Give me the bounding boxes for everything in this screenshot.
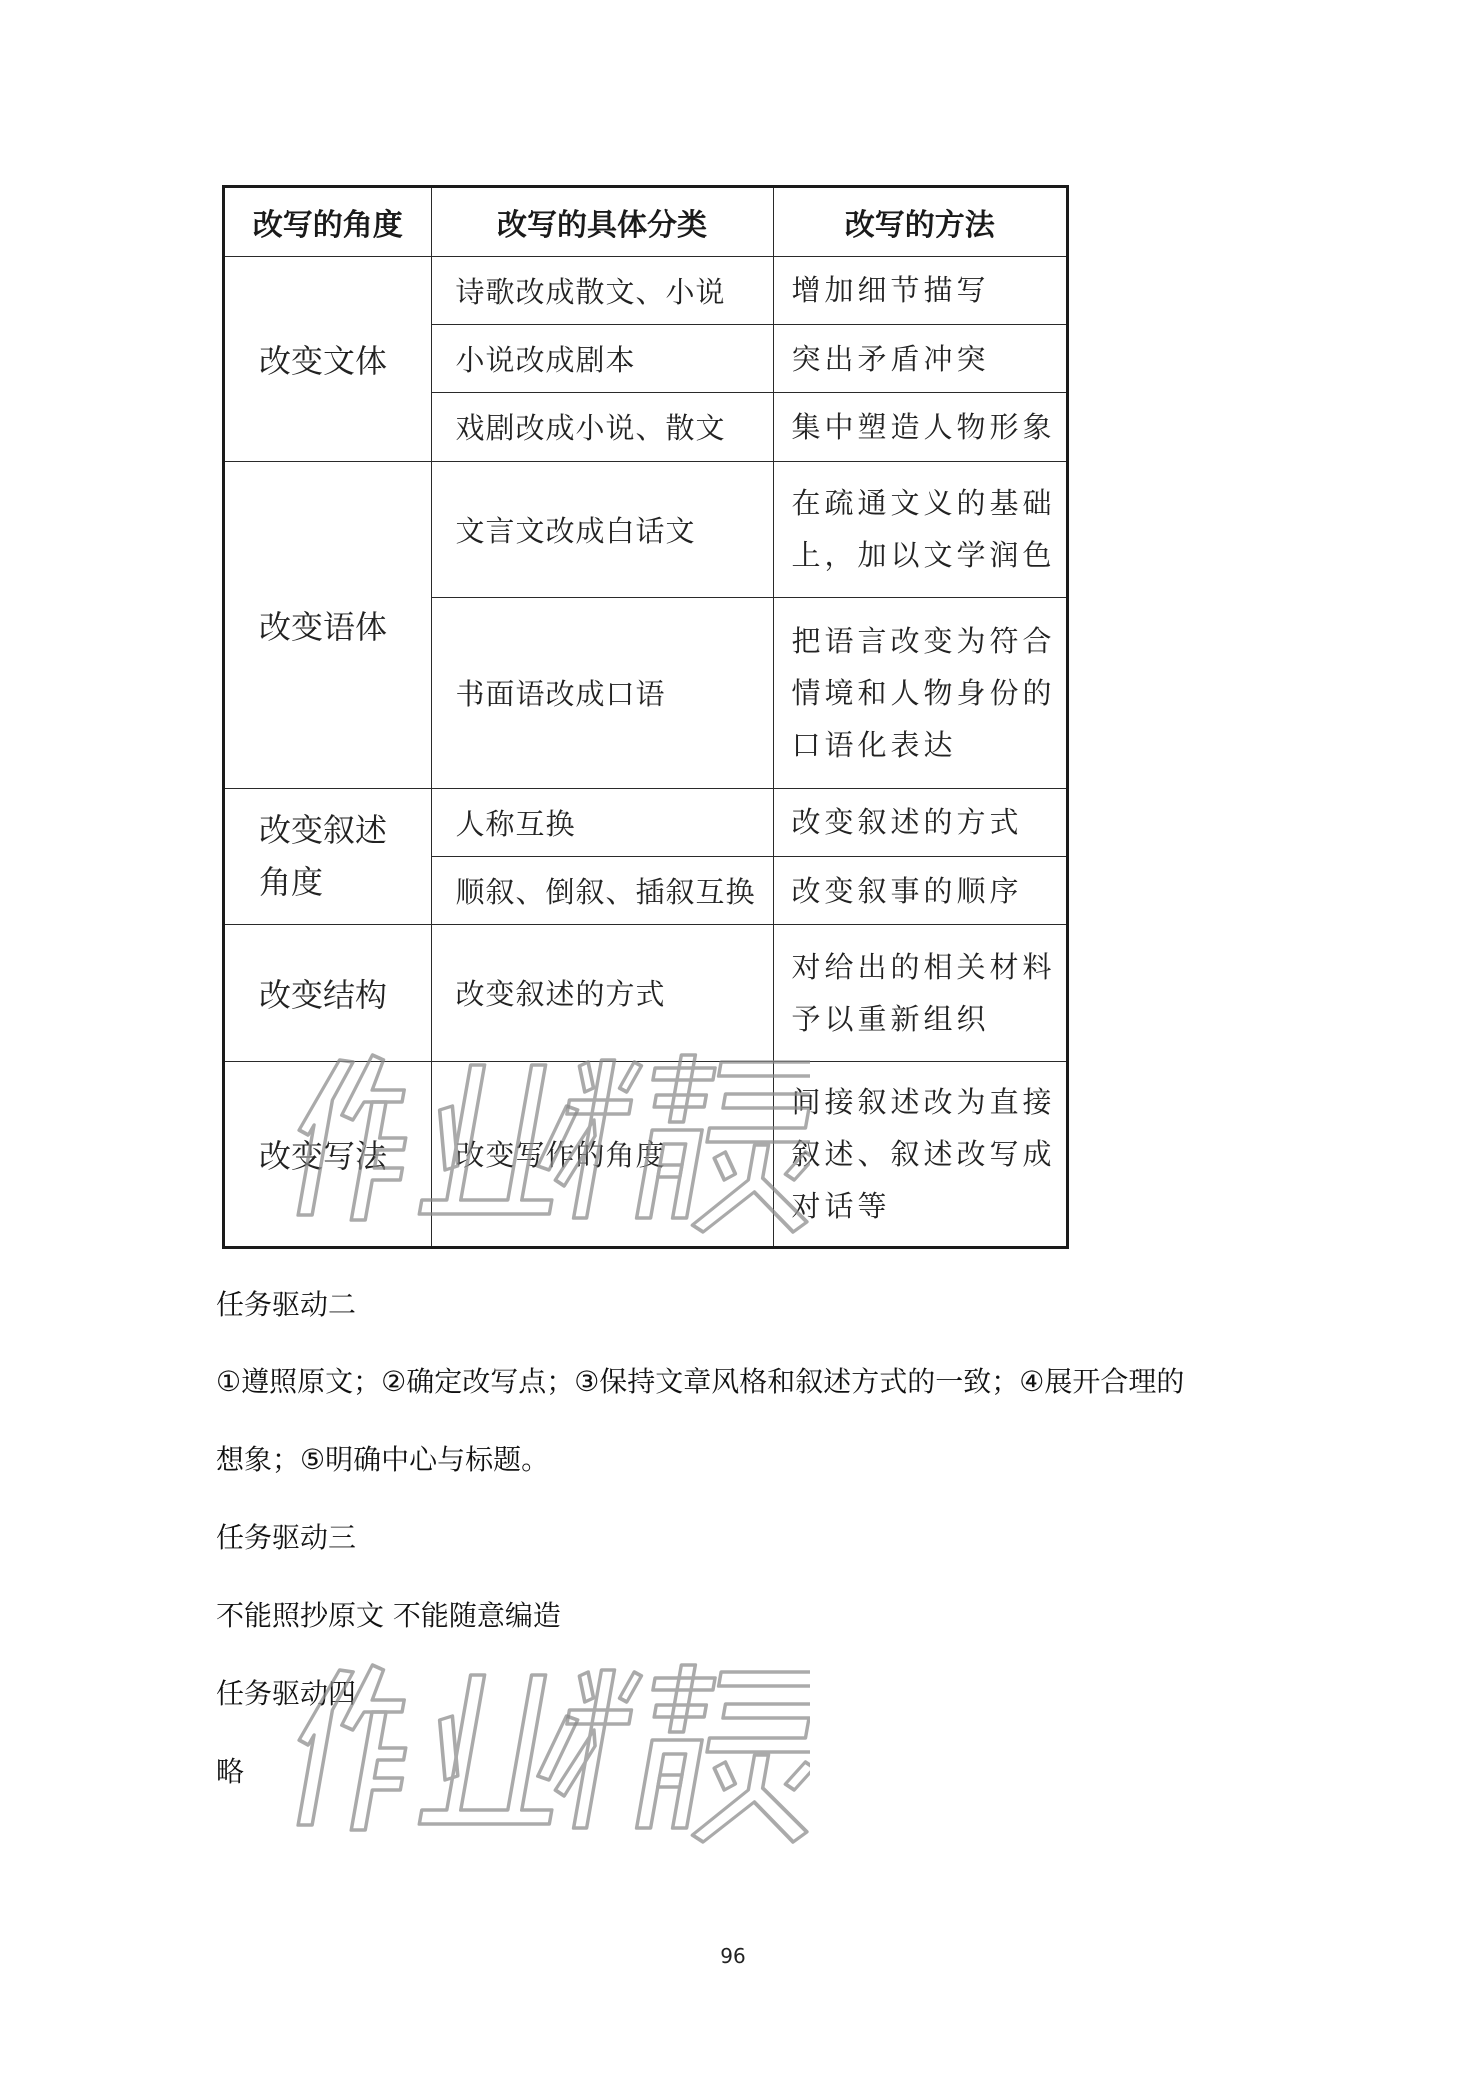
method-cell: 改变叙事的顺序	[773, 856, 1066, 924]
category-cell: 书面语改成口语	[431, 598, 773, 789]
method-cell: 增加细节描写	[773, 256, 1066, 324]
table-row	[225, 788, 1066, 856]
category-cell: 改变叙述的方式	[431, 925, 773, 1062]
header-method: 改写的方法	[773, 188, 1066, 256]
method-cell: 间接叙述改为直接叙述、叙述改写成对话等	[773, 1061, 1066, 1246]
category-cell: 人称互换	[431, 788, 773, 856]
table-row	[225, 925, 1066, 1062]
task-two-text-line2: 想象；⑤明确中心与标题。	[216, 1443, 550, 1476]
category-cell: 顺叙、倒叙、插叙互换	[431, 856, 773, 924]
heading-task-three: 任务驱动三	[216, 1521, 357, 1554]
angle-cell: 改变文体	[225, 256, 431, 461]
method-cell: 在疏通文义的基础上，加以文学润色	[773, 461, 1066, 598]
table-row	[225, 1061, 1066, 1246]
method-cell: 把语言改变为符合情境和人物身份的口语化表达	[773, 598, 1066, 789]
angle-cell: 改变叙述角度	[225, 788, 431, 925]
task-three-text: 不能照抄原文 不能随意编造	[216, 1599, 561, 1632]
angle-cell: 改变结构	[225, 925, 431, 1062]
method-cell: 对给出的相关材料予以重新组织	[773, 925, 1066, 1062]
category-cell: 戏剧改成小说、散文	[431, 393, 773, 461]
angle-cell: 改变语体	[225, 461, 431, 788]
header-category: 改写的具体分类	[431, 188, 773, 256]
category-cell: 诗歌改成散文、小说	[431, 256, 773, 324]
category-cell: 文言文改成白话文	[431, 461, 773, 598]
category-cell: 小说改成剧本	[431, 325, 773, 393]
heading-task-two: 任务驱动二	[216, 1288, 357, 1321]
page-number: 96	[720, 1944, 746, 1968]
method-cell: 集中塑造人物形象	[773, 393, 1066, 461]
category-cell: 改变写作的角度	[431, 1061, 773, 1246]
method-cell: 突出矛盾冲突	[773, 325, 1066, 393]
table-row	[225, 256, 1066, 324]
task-two-text-line1: ①遵照原文；②确定改写点；③保持文章风格和叙述方式的一致；④展开合理的	[216, 1365, 1185, 1398]
method-cell: 改变叙述的方式	[773, 788, 1066, 856]
angle-cell: 改变写法	[225, 1061, 431, 1246]
table-row	[225, 461, 1066, 598]
table-header-row	[225, 188, 1066, 256]
task-four-text: 略	[216, 1755, 245, 1788]
rewrite-methods-table-frame	[222, 185, 1069, 1249]
header-angle: 改写的角度	[225, 188, 431, 256]
heading-task-four: 任务驱动四	[216, 1677, 357, 1710]
rewrite-methods-table	[225, 188, 1066, 1246]
